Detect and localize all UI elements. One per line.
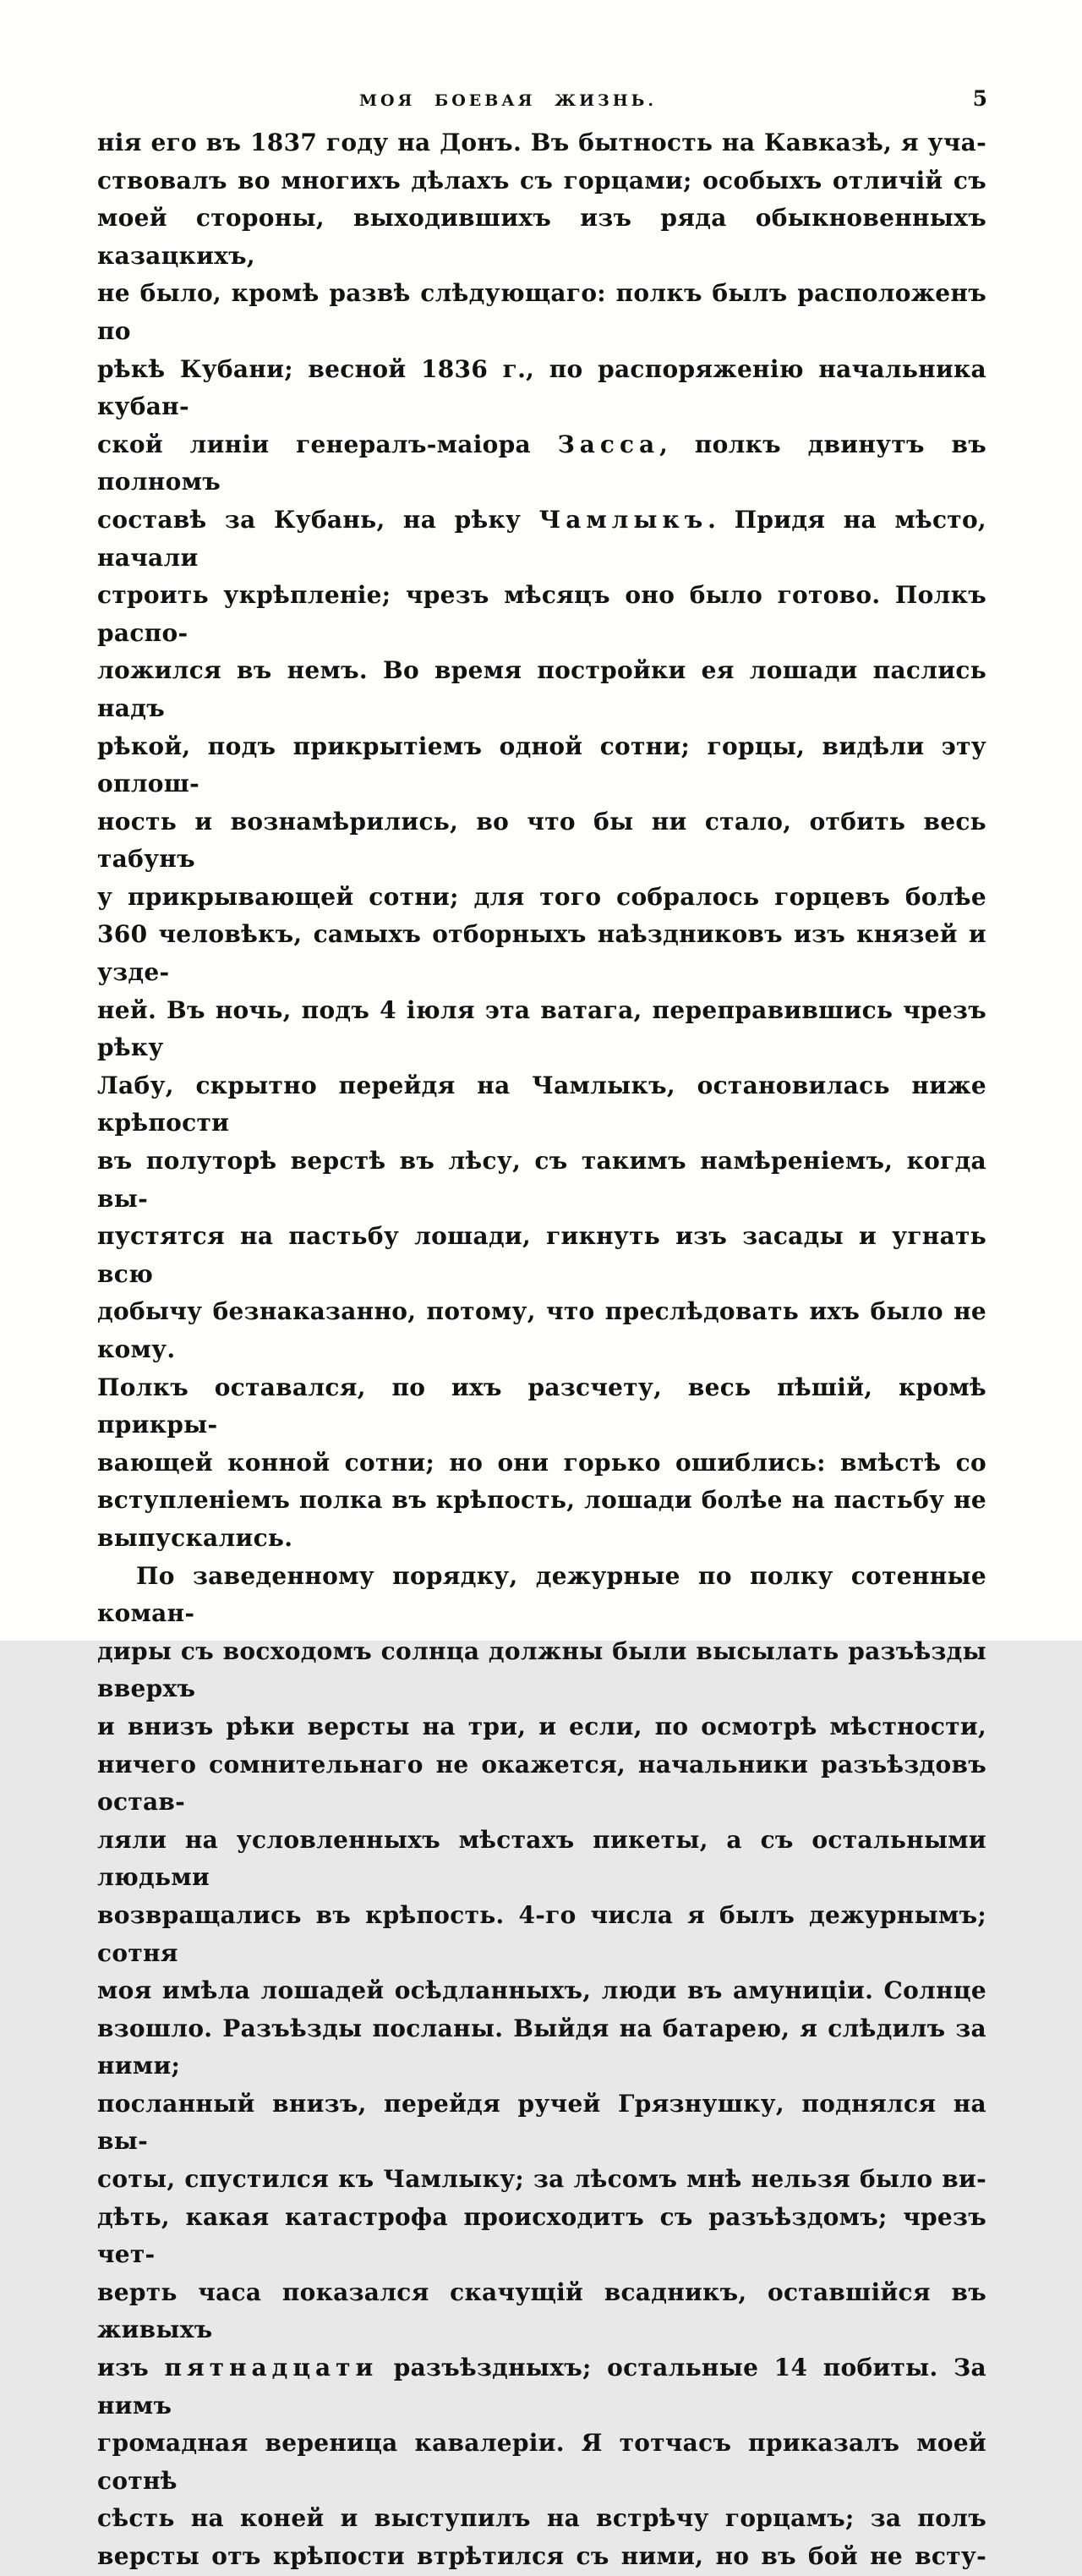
text-line: Полкъ оставался, по ихъ разсчету, весь пѣшій, кромѣ прикры-	[97, 1373, 986, 1439]
emphasized-word: Засса	[557, 430, 660, 458]
text-line: ничего сомнительнаго не окажется, начальники разъѣздовъ остав-	[97, 1750, 986, 1817]
text-line: вступленіемъ полка въ крѣпость, лошади болѣе на пастьбу не	[97, 1486, 986, 1515]
text-line: Лабу, скрытно перейдя на Чамлыкъ, остановилась ниже крѣпости	[97, 1071, 986, 1137]
text-line: у прикрывающей сотни; для того собралось горцевъ болѣе	[97, 882, 986, 911]
text-line: въ полуторѣ верстѣ въ лѣсу, съ такимъ намѣреніемъ, когда вы-	[97, 1147, 986, 1213]
text-line: не было, кромѣ развѣ слѣдующаго: полкъ былъ расположенъ по	[97, 279, 986, 345]
text-line: ложился въ немъ. Во время постройки ея лошади паслись надъ	[97, 656, 986, 722]
text-line: ляли на условленныхъ мѣстахъ пикеты, а съ остальными людьми	[97, 1825, 986, 1892]
text-line: и внизъ рѣки версты на три, и если, по осмотрѣ мѣстности,	[97, 1712, 986, 1740]
text-line: рѣкой, подъ прикрытіемъ одной сотни; горцы, видѣли эту оплош-	[97, 732, 986, 798]
running-title: МОЯ БОЕВАЯ ЖИЗНЬ.	[359, 91, 657, 110]
text-line: сѣсть на коней и выступилъ на встрѣчу горцамъ; за полъ	[97, 2504, 986, 2533]
text-line: взошло. Разъѣзды посланы. Выйдя на батарею, я слѣдилъ за ними;	[97, 2014, 986, 2080]
page-number: 5	[972, 86, 987, 111]
emphasized-word: Чамлыкъ	[538, 505, 708, 534]
text-line: моя имѣла лошадей осѣдланныхъ, люди въ амуниціи. Солнце	[97, 1976, 986, 2005]
text-line: добычу безнаказанно, потому, что преслѣдовать ихъ было не кому.	[97, 1297, 986, 1363]
text-line: По заведенному порядку, дежурные по полку сотенные коман-	[97, 1561, 986, 1628]
text-line: вающей конной сотни; но они горько ошиблись: вмѣстѣ со	[97, 1448, 986, 1477]
text-line: ность и вознамѣрились, во что бы ни стало, отбить весь табунъ	[97, 807, 986, 874]
text-line: дѣть, какая катастрофа происходитъ съ разъѣздомъ; чрезъ чет-	[97, 2202, 986, 2269]
text-line: 360 человѣкъ, самыхъ отборныхъ наѣздниковъ изъ князей и узде-	[97, 920, 986, 987]
text-line: нія его въ 1837 году на Донъ. Въ бытность на Кавказѣ, я уча-	[97, 129, 986, 156]
page-body	[97, 124, 986, 2576]
text-line: посланный внизъ, перейдя ручей Грязнушку, поднялся на вы-	[97, 2089, 986, 2156]
text-line: ней. Въ ночь, подъ 4 іюля эта ватага, переправившись чрезъ рѣку	[97, 995, 986, 1062]
text-line: верть часа показался скачущій всадникъ, оставшійся въ живыхъ	[97, 2277, 986, 2344]
text-line: моей стороны, выходившихъ изъ ряда обыкновенныхъ казацкихъ,	[97, 204, 986, 270]
text-line: выпускались.	[97, 1523, 293, 1552]
text-line: громадная вереница кавалеріи. Я тотчасъ приказалъ моей сотнѣ	[97, 2429, 986, 2495]
text-line: рѣкѣ Кубани; весной 1836 г., по распоряженію начальника кубан-	[97, 354, 986, 421]
text-line: ствовалъ во многихъ дѣлахъ съ горцами; особыхъ отличій съ	[97, 166, 986, 195]
text-line: возвращались въ крѣпость. 4-го числа я былъ дежурнымъ; сотня	[97, 1900, 986, 1967]
text-line: соты, спустился къ Чамлыку; за лѣсомъ мнѣ нельзя было ви-	[97, 2165, 986, 2194]
text-line: изъ пятнадцати разъѣздныхъ; остальные 14 побиты. За нимъ	[97, 2354, 986, 2420]
text-line: ской линіи генералъ-маіора Засса, полкъ двинутъ въ полномъ	[97, 430, 986, 496]
text-line: пустятся на пастьбу лошади, гикнуть изъ засады и угнать всю	[97, 1222, 986, 1288]
emphasized-word: пятнадцати	[164, 2354, 379, 2382]
text-line: версты отъ крѣпости втрѣтился съ ними, но въ бой не всту-	[97, 2542, 986, 2570]
text-line: составѣ за Кубань, на рѣку Чамлыкъ. Придя на мѣсто, начали	[97, 505, 986, 572]
text-line: строить укрѣпленіе; чрезъ мѣсяцъ оно было готово. Полкъ распо-	[97, 581, 986, 647]
text-line: диры съ восходомъ солнца должны были высылать разъѣзды вверхъ	[97, 1636, 986, 1703]
